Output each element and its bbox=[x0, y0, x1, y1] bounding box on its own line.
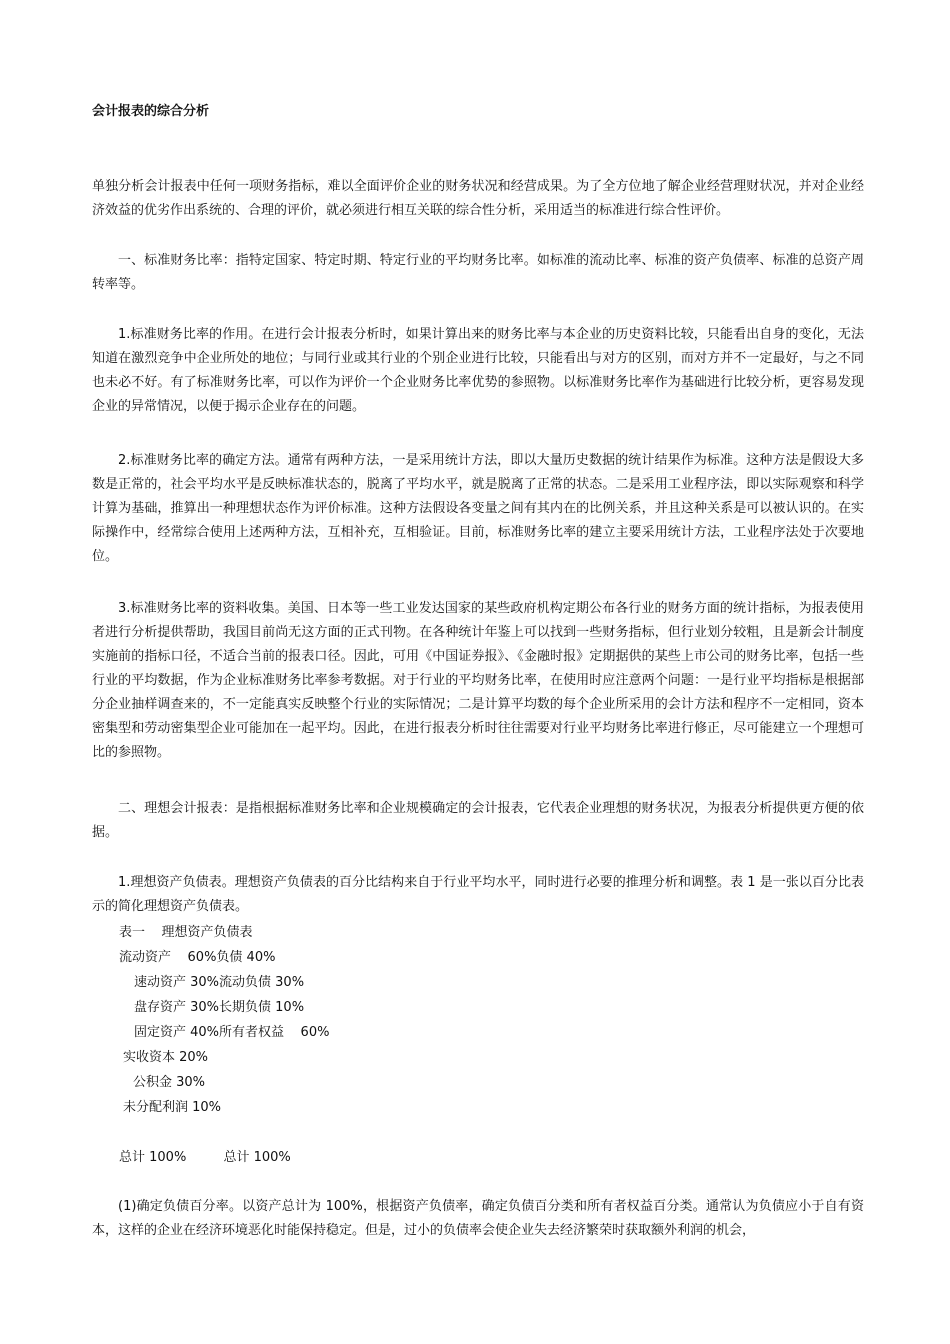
table-row: 固定资产 40%所有者权益 60% bbox=[134, 1025, 330, 1040]
section-2-subpoint-1: (1)确定负债百分率。以资产总计为 100%，根据资产负债率，确定负债百分类和所有者权益百分类。通常认为负债应小于自有资本，这样的企业在经济环境恶化时能保持稳定。但是，过小的负债率会使企业失去经济繁荣时获取额外利润的机会， bbox=[92, 1199, 864, 1238]
table-row: 未分配利润 10% bbox=[123, 1100, 222, 1115]
table-caption: 表一 理想资产负债表 bbox=[119, 925, 253, 940]
section-1-point-3: 3.标准财务比率的资料收集。美国、日本等一些工业发达国家的某些政府机构定期公布各行业的财务方面的统计指标，为报表使用者进行分析提供帮助，我国目前尚无这方面的正式刊物。在各种统计年鉴上可以找到一些财务指标，但行业划分较粗，且是新会计制度实施前的指标口径，不适合当前的报表口径。因此，可用《中国证券报》、《金融时报》定期据供的某些上市公司的财务比率，包括一些行业的平均数据，作为企业标准财务比率参考数据。对于行业的平均财务比率，在使用时应注意两个问题：一是行业平均指标是根据部分企业抽样调查来的，不一定能真实反映整个行业的实际情况；二是计算平均数的每个企业所采用的会计方法和程序不一定相同，资本密集型和劳动密集型企业可能加在一起平均。因此，在进行报表分析时往往需要对行业平均财务比率进行修正，尽可能建立一个理想可比的参照物。 bbox=[92, 601, 864, 760]
section-1-heading-paragraph: 一、标准财务比率：指特定国家、特定时期、特定行业的平均财务比率。如标准的流动比率、标准的资产负债率、标准的总资产周转率等。 bbox=[92, 253, 864, 292]
table-row: 盘存资产 30%长期负债 10% bbox=[134, 1000, 305, 1015]
table-total-row: 总计 100% 总计 100% bbox=[119, 1150, 291, 1165]
section-1-point-2: 2.标准财务比率的确定方法。通常有两种方法，一是采用统计方法，即以大量历史数据的统计结果作为标准。这种方法是假设大多数是正常的，社会平均水平是反映标准状态的，脱离了平均水平，就是脱离了正常的状态。二是采用工业程序法，即以实际观察和科学计算为基础，推算出一种理想状态作为评价标准。这种方法假设各变量之间有其内在的比例关系，并且这种关系是可以被认识的。在实际操作中，经常综合使用上述两种方法，互相补充，互相验证。目前，标准财务比率的建立主要采用统计方法，工业程序法处于次要地位。 bbox=[92, 453, 864, 564]
table-row: 实收资本 20% bbox=[123, 1050, 209, 1065]
section-2-point-1: 1.理想资产负债表。理想资产负债表的百分比结构来自于行业平均水平，同时进行必要的推理分析和调整。表 1 是一张以百分比表示的简化理想资产负债表。 bbox=[92, 875, 864, 914]
table-row: 速动资产 30%流动负债 30% bbox=[134, 975, 305, 990]
document-title: 会计报表的综合分析 bbox=[92, 104, 210, 119]
section-1-point-1: 1.标准财务比率的作用。在进行会计报表分析时，如果计算出来的财务比率与本企业的历史资料比较，只能看出自身的变化，无法知道在激烈竞争中企业所处的地位；与同行业或其行业的个别企业进行比较，只能看出与对方的区别，而对方并不一定最好，与之不同也未必不好。有了标准财务比率，可以作为评价一个企业财务比率优势的参照物。以标准财务比率作为基础进行比较分析，更容易发现企业的异常情况，以便于揭示企业存在的问题。 bbox=[92, 327, 864, 414]
table-row: 流动资产 60%负债 40% bbox=[119, 950, 276, 965]
section-2-heading-paragraph: 二、理想会计报表：是指根据标准财务比率和企业规模确定的会计报表，它代表企业理想的财务状况，为报表分析提供更方便的依据。 bbox=[92, 801, 864, 840]
intro-paragraph: 单独分析会计报表中任何一项财务指标，难以全面评价企业的财务状况和经营成果。为了全方位地了解企业经营理财状况，并对企业经济效益的优劣作出系统的、合理的评价，就必须进行相互关联的综合性分析，采用适当的标准进行综合性评价。 bbox=[92, 179, 864, 218]
table-row: 公积金 30% bbox=[133, 1075, 206, 1090]
